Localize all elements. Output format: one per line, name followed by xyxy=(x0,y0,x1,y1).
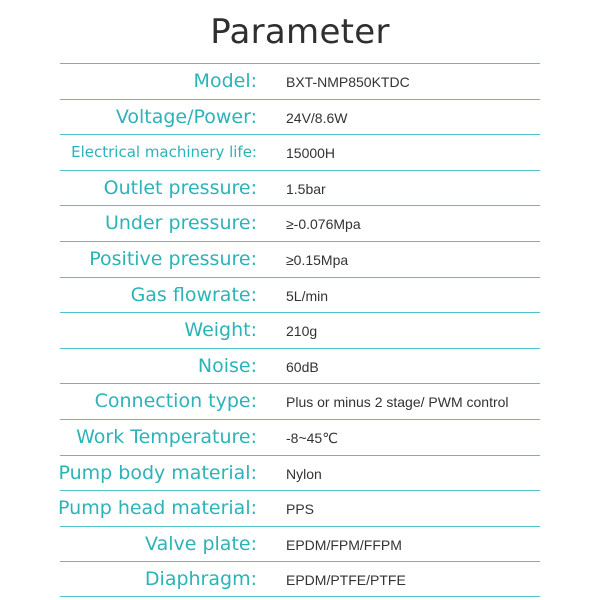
table-row-work-temperature xyxy=(60,419,540,455)
row-value: ≥0.15Mpa xyxy=(286,251,349,268)
row-value: ≥-0.076Mpa xyxy=(286,216,361,233)
table-row-weight xyxy=(60,312,540,348)
row-label: Pump body material: xyxy=(58,461,257,484)
row-label: Connection type: xyxy=(94,390,257,413)
row-value: 15000H xyxy=(286,145,336,162)
row-label: Electrical machinery life: xyxy=(71,143,257,162)
row-value: Plus or minus 2 stage/ PWM control xyxy=(286,394,509,411)
row-label: Voltage/Power: xyxy=(115,105,257,128)
page-title: Parameter xyxy=(210,12,390,52)
table-row-pump-head-material xyxy=(60,490,540,526)
row-label: Under pressure: xyxy=(104,212,257,235)
table-row-noise xyxy=(60,348,540,384)
row-label: Gas flowrate: xyxy=(130,283,257,306)
row-label: Work Temperature: xyxy=(76,425,257,448)
row-value: 60dB xyxy=(286,358,319,375)
row-value: EPDM/PTFE/PTFE xyxy=(286,572,406,589)
table-row-valve-plate xyxy=(60,526,540,562)
row-value: 24V/8.6W xyxy=(286,109,348,126)
row-value: 1.5bar xyxy=(286,180,326,197)
table-row-under-pressure xyxy=(60,205,540,241)
table-row-pump-body-material xyxy=(60,455,540,491)
row-label: Pump head material: xyxy=(58,497,257,520)
table-row-positive-pressure xyxy=(60,241,540,277)
row-label: Outlet pressure: xyxy=(103,176,257,199)
row-value: BXT-NMP850KTDC xyxy=(286,74,410,90)
row-label: Valve plate: xyxy=(145,532,257,555)
table-row-diaphragm xyxy=(60,561,540,597)
row-value: 5L/min xyxy=(286,287,329,304)
row-value: EPDM/FPM/FFPM xyxy=(286,536,402,553)
table-row-gas-flowrate xyxy=(60,277,540,313)
parameter-table xyxy=(60,63,540,597)
table-row-connection-type xyxy=(60,383,540,419)
row-value: PPS xyxy=(286,501,315,518)
row-label: Noise: xyxy=(197,354,257,377)
table-row-model xyxy=(60,63,540,99)
row-value: -8~45℃ xyxy=(286,429,338,446)
row-value: 210g xyxy=(286,323,318,340)
row-value: Nylon xyxy=(286,465,322,482)
row-label: Weight: xyxy=(184,319,257,342)
table-row-voltage-power xyxy=(60,99,540,135)
row-label: Positive pressure: xyxy=(89,247,257,270)
row-label: Diaphragm: xyxy=(144,568,257,591)
table-row-machinery-life xyxy=(60,134,540,170)
row-label: Model: xyxy=(193,70,257,92)
table-row-outlet-pressure xyxy=(60,170,540,206)
